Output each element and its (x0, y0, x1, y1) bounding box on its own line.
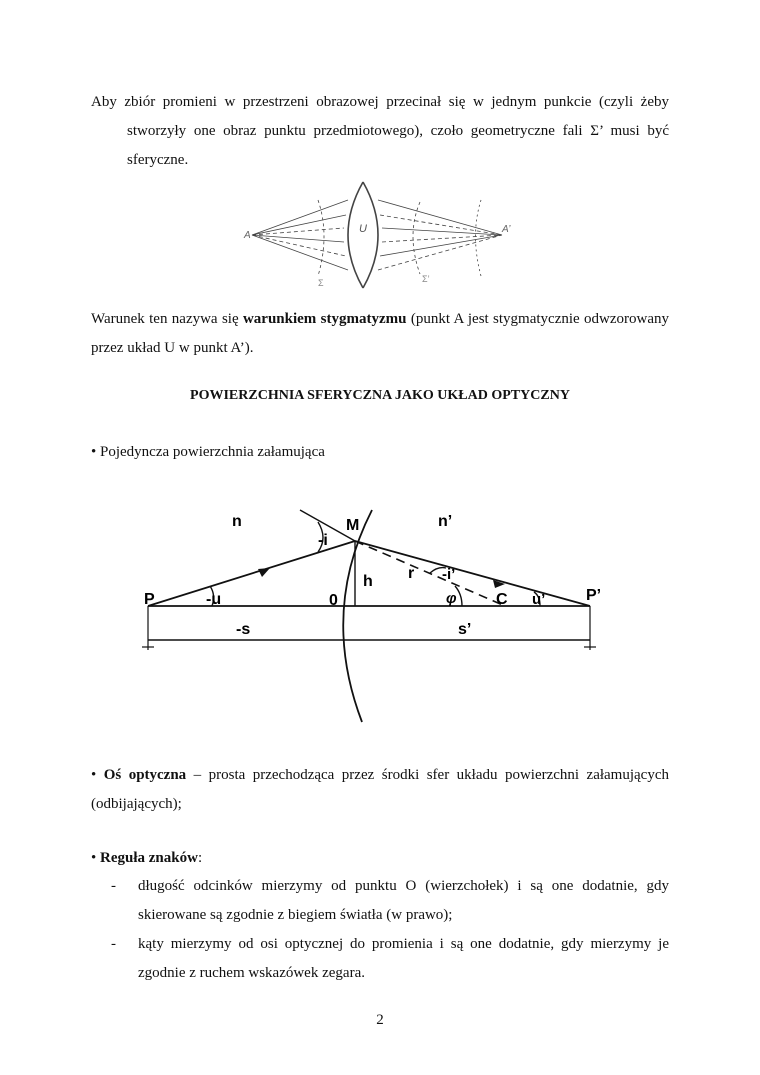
label-minus-u: -u (206, 591, 222, 608)
label-m: M (346, 517, 360, 534)
page-number: 2 (376, 1012, 384, 1028)
bold-term: Reguła znaków (100, 850, 198, 866)
colon: : (197, 850, 203, 866)
list-item (91, 872, 669, 930)
label-h: h (363, 573, 373, 590)
list-item-text: długość odcinków mierzymy od punktu O (wierzchołek) i są one dodatnie, gdy skierowane są zgodnie z biegiem światła (w prawo); (138, 878, 669, 923)
list-item-text: kąty mierzymy od osi optycznej do promienia i są one dodatnie, gdy mierzymy je zgodnie z ruchem wskazówek zegara. (138, 936, 669, 981)
label-n: n (232, 513, 242, 530)
bullet-mark: • (91, 850, 101, 866)
list-dash: - (111, 936, 116, 952)
label-p-prime: P’ (586, 587, 602, 604)
paragraph-text: – prosta przechodząca przez środki sfer układu powierzchni załamujących (186, 767, 669, 783)
paragraph-line: sferyczne. (127, 152, 189, 168)
paragraph-stigmatism-condition (91, 305, 669, 363)
paragraph-stigmatism-intro (91, 88, 669, 175)
lens-diagram (236, 180, 516, 290)
paragraph-line: stworzyły one obraz punktu przedmiotowego), czoło geometryczne fali Σ’ musi być (127, 123, 669, 139)
paragraph-text: Warunek ten nazywa się (91, 311, 243, 327)
optical-axis-definition (91, 761, 669, 819)
sign-rule-heading (91, 844, 669, 873)
label-sigma: Σ (318, 278, 324, 288)
label-u: U (359, 223, 367, 235)
label-c: C (496, 591, 508, 608)
label-r: r (408, 565, 415, 582)
section-heading: POWIERZCHNIA SFERYCZNA JAKO UKŁAD OPTYCZNY (190, 388, 570, 403)
label-u-prime: u’ (532, 591, 546, 608)
label-minus-i: -i (318, 532, 328, 549)
label-minus-i-prime: -i’ (442, 566, 456, 583)
label-a: A (244, 230, 251, 241)
label-sigma-prime: Σ’ (422, 274, 430, 284)
label-minus-s: -s (236, 621, 251, 638)
sign-rules-list (91, 872, 669, 988)
paragraph-text: (punkt A jest stygmatycznie odwzorowany przez układ U w punkt A’). (91, 311, 670, 356)
label-phi: φ (446, 590, 457, 607)
bullet-single-surface: • Pojedyncza powierzchnia załamująca (91, 444, 325, 460)
list-dash: - (111, 878, 116, 894)
paragraph-line: Aby zbiór promieni w przestrzeni obrazowej przecinał się w jednym punkcie (czyli żeby (91, 94, 669, 110)
list-item (91, 930, 669, 988)
bullet-mark: • (91, 767, 104, 783)
label-s-prime: s’ (458, 621, 472, 638)
paragraph-line: (odbijających); (91, 796, 182, 812)
bold-term: Oś optyczna (103, 767, 187, 783)
label-a-prime: A’ (502, 224, 511, 235)
label-o: 0 (329, 592, 338, 609)
bold-term: warunkiem stygmatyzmu (242, 311, 407, 327)
refraction-diagram (120, 500, 630, 730)
paragraph-line (91, 761, 669, 790)
label-p: P (144, 591, 155, 608)
label-n-prime: n’ (438, 513, 453, 530)
